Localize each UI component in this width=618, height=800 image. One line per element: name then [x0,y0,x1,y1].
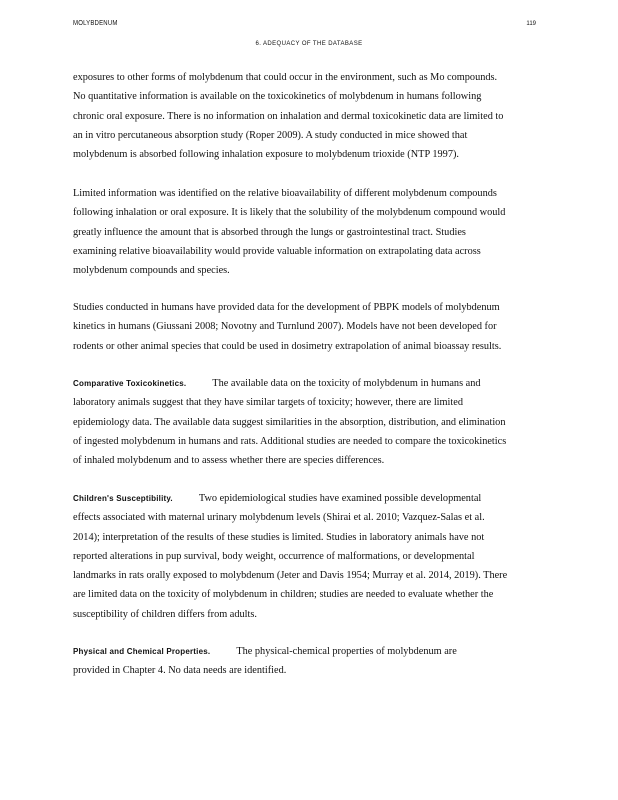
text-line: landmarks in rats orally exposed to molybdenum (Jeter and Davis 1954; Murray et al. 2014, 2019). There [73,570,508,582]
text-line: are limited data on the toxicity of molybdenum in children; studies are needed to evaluate whether the [73,589,494,601]
text-line-rest: The physical-chemical properties of molybdenum are [236,646,457,657]
text-line: Limited information was identified on the relative bioavailability of different molybdenum compounds [73,188,497,199]
text-line: exposures to other forms of molybdenum that could occur in the environment, such as Mo compounds. [73,72,498,83]
text-line: molybdenum is absorbed following inhalation exposure to molybdenum trioxide (NTP 1997). [73,149,459,161]
paragraph-pbpk-models [73,298,563,356]
text-line [73,489,563,508]
page-number: 119 [526,21,536,27]
text-line: susceptibility of children differs from adults. [73,608,257,620]
text-line: rodents or other animal species that could be used in dosimetry extrapolation of animal bioassay results. [73,340,502,352]
paragraph-childrens-susceptibility [73,489,563,624]
text-line: molybdenum compounds and species. [73,265,230,277]
text-line: laboratory animals suggest that they have similar targets of toxicity; however, there are limited [73,397,463,409]
text-line: Studies conducted in humans have provided data for the development of PBPK models of molybdenum [73,302,500,313]
text-line [73,642,563,661]
text-line: following inhalation or oral exposure. It is likely that the solubility of the molybdenum compound would [73,207,506,219]
text-line [73,374,563,393]
section-header: 6. ADEQUACY OF THE DATABASE [255,41,363,47]
paragraph-physical-chemical-properties [73,642,563,681]
paragraph-bioavailability [73,184,563,280]
text-line-rest: Two epidemiological studies have examined possible developmental [198,493,482,504]
text-line-rest: The available data on the toxicity of molybdenum in humans and [212,378,481,389]
text-line: of ingested molybdenum in humans and rats. Additional studies are needed to compare the toxicokinetics [73,435,507,447]
text-line: an in vitro percutaneous absorption study (Roper 2009). A study conducted in mice showed that [73,129,468,141]
section-heading: Children's Susceptibility. [73,494,173,503]
text-line: epidemiology data. The available data suggest similarities in the absorption, distribution, and elimination [73,416,506,428]
section-heading: Physical and Chemical Properties. [73,647,211,656]
running-header-title: MOLYBDENUM [73,20,118,28]
text-line: greatly influence the amount that is absorbed through the lungs or gastrointestinal tract. Studies [73,226,466,238]
text-line: of inhaled molybdenum and to assess whether there are species differences. [73,455,385,467]
text-line: No quantitative information is available on the toxicokinetics of molybdenum in humans following [73,91,482,103]
text-line: provided in Chapter 4. No data needs are identified. [73,665,287,677]
text-line: 2014); interpretation of the results of these studies is limited. Studies in laboratory animals have not [73,531,485,543]
section-heading: Comparative Toxicokinetics. [73,379,187,388]
text-line: kinetics in humans (Giussani 2008; Novotny and Turnlund 2007). Models have not been developed for [73,321,497,333]
paragraph-comparative-toxicokinetics [73,374,563,470]
text-line: effects associated with maternal urinary molybdenum levels (Shirai et al. 2010; Vazquez-Salas et al. [73,512,485,524]
text-line: examining relative bioavailability would provide valuable information on extrapolating data across [73,245,481,257]
paragraph-mo-compounds [73,68,563,164]
text-line: reported alterations in pup survival, body weight, occurrence of malformations, or developmental [73,550,475,562]
text-line: chronic oral exposure. There is no information on inhalation and dermal toxicokinetic data are limited to [73,110,504,122]
